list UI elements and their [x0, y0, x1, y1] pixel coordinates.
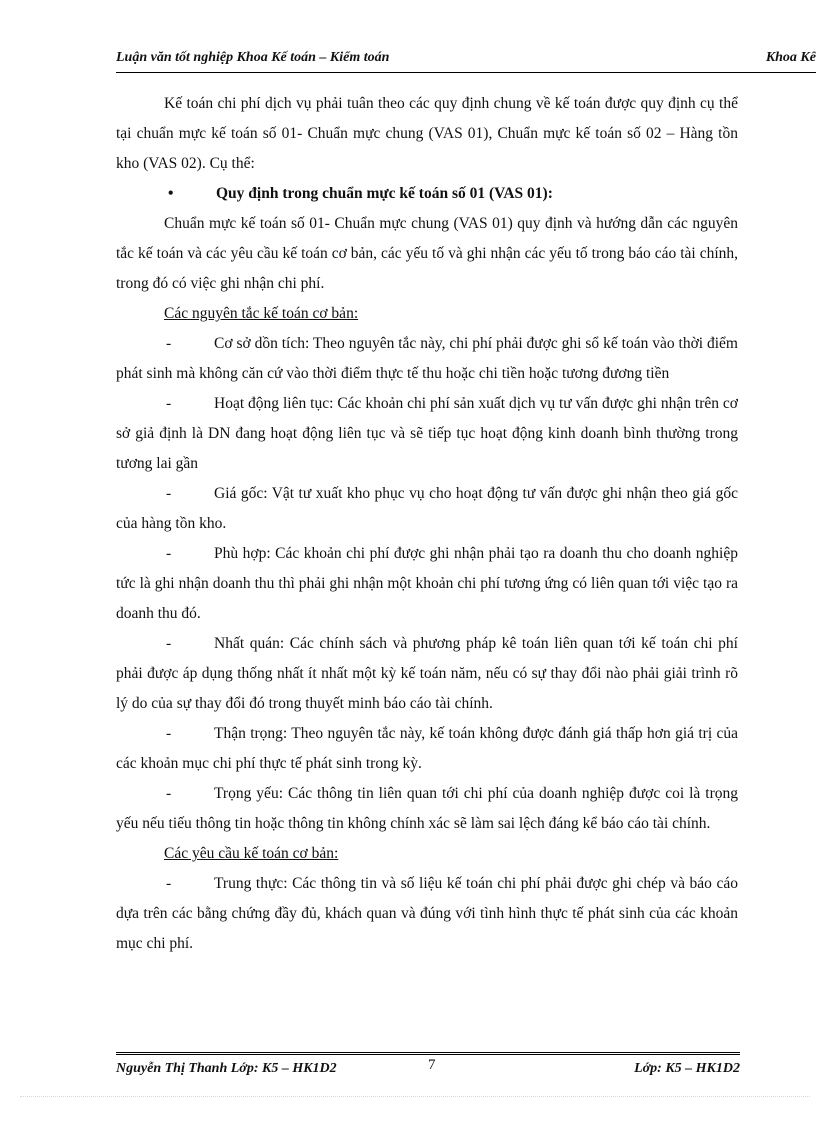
principle-text: Thận trọng: Theo nguyên tắc này, kế toán không được đánh giá thấp hơn giá trị của các khoản mục chi phí thực tế phát sinh trong kỳ. — [116, 725, 738, 772]
vas01-heading-text: Quy định trong chuẩn mực kế toán số 01 (VAS 01): — [216, 185, 553, 202]
footer-author: Nguyễn Thị Thanh Lớp: K5 – HK1D2 — [116, 1061, 337, 1076]
principle-text: Trọng yếu: Các thông tin liên quan tới chi phí của doanh nghiệp được coi là trọng yếu nếu tiếu thông tin hoặc thông tin không chính xác sẽ làm sai lệch đáng kể báo cáo tài chính. — [116, 785, 738, 832]
requirements-heading-text: Các yêu cầu kế toán cơ bản: — [164, 845, 339, 862]
principle-text: Phù hợp: Các khoản chi phí được ghi nhận phải tạo ra doanh thu cho doanh nghiệp tức là ghi nhận doanh thu thì phải ghi nhận một khoản chi phí tương ứng có liên quan tới việc tạo ra doanh thu đó. — [116, 545, 738, 622]
bullet-icon: • — [168, 185, 174, 202]
dash-marker: - — [166, 725, 172, 742]
principles-heading-text: Các nguyên tắc kế toán cơ bản: — [164, 305, 359, 322]
document-body — [116, 89, 738, 959]
principle-text: Cơ sở dồn tích: Theo nguyên tắc này, chi phí phải được ghi sổ kế toán vào thời điểm phát sinh mà không căn cứ vào thời điểm thực tế thu hoặc chi tiền hoặc tương đương tiền — [116, 335, 738, 382]
principle-item — [116, 329, 738, 389]
principle-item — [116, 539, 738, 629]
requirements-heading — [116, 839, 738, 869]
dash-marker: - — [166, 485, 172, 502]
dash-marker: - — [166, 875, 172, 892]
principle-text: Nhất quán: Các chính sách và phương pháp kê toán liên quan tới kế toán chi phí phải được áp dụng thống nhất ít nhất một kỳ kế toán năm, nếu có sự thay đổi nào phải giải trình rõ lý do của sự thay đổi đó trong thuyết minh báo cáo tài chính. — [116, 635, 738, 712]
principle-item — [116, 389, 738, 479]
principle-item — [116, 779, 738, 839]
intro-paragraph: Kế toán chi phí dịch vụ phải tuân theo các quy định chung về kế toán được quy định cụ thể tại chuẩn mực kế toán số 01- Chuẩn mực chung (VAS 01), Chuẩn mực kế toán số 02 – Hàng tồn kho (VAS 02). Cụ thể: — [116, 95, 738, 172]
header-thesis-title: Luận văn tốt nghiệp Khoa Kế toán – Kiểm toán — [116, 50, 390, 65]
requirement-item — [116, 869, 738, 959]
principle-item — [116, 479, 738, 539]
dash-marker: - — [166, 545, 172, 562]
footer-class: Lớp: K5 – HK1D2 — [634, 1061, 740, 1076]
principle-item — [116, 629, 738, 719]
requirement-text: Trung thực: Các thông tin và số liệu kế toán chi phí phải được ghi chép và báo cáo dựa trên các bằng chứng đầy đủ, khách quan và đúng với tình hình thực tế phát sinh của các khoản mục chi phí. — [116, 875, 738, 952]
principles-heading — [116, 299, 738, 329]
vas01-bullet-heading — [116, 179, 738, 209]
dash-marker: - — [166, 335, 172, 352]
principle-item — [116, 719, 738, 779]
principle-text: Giá gốc: Vật tư xuất kho phục vụ cho hoạt động tư vấn được ghi nhận theo giá gốc của hàng tồn kho. — [116, 485, 738, 532]
header-department: Khoa Kế — [765, 50, 816, 65]
vas01-description: Chuẩn mực kế toán số 01- Chuẩn mực chung (VAS 01) quy định và hướng dẫn các nguyên tắc kế toán và các yêu cầu kế toán cơ bản, các yếu tố và ghi nhận các yếu tố trong báo cáo tài chính, trong đó có việc ghi nhận chi phí. — [116, 215, 738, 292]
dash-marker: - — [166, 785, 172, 802]
dash-marker: - — [166, 635, 172, 652]
page-footer — [116, 1052, 740, 1081]
dash-marker: - — [166, 395, 172, 412]
principle-text: Hoạt động liên tục: Các khoản chi phí sản xuất dịch vụ tư vấn được ghi nhận trên cơ sở giả định là DN đang hoạt động liên tục và sẽ tiếp tục hoạt động kinh doanh bình thường trong tương lai gần — [116, 395, 738, 472]
page-header — [116, 50, 816, 73]
page-bottom-divider — [20, 1096, 810, 1097]
page-number: 7 — [428, 1057, 436, 1073]
